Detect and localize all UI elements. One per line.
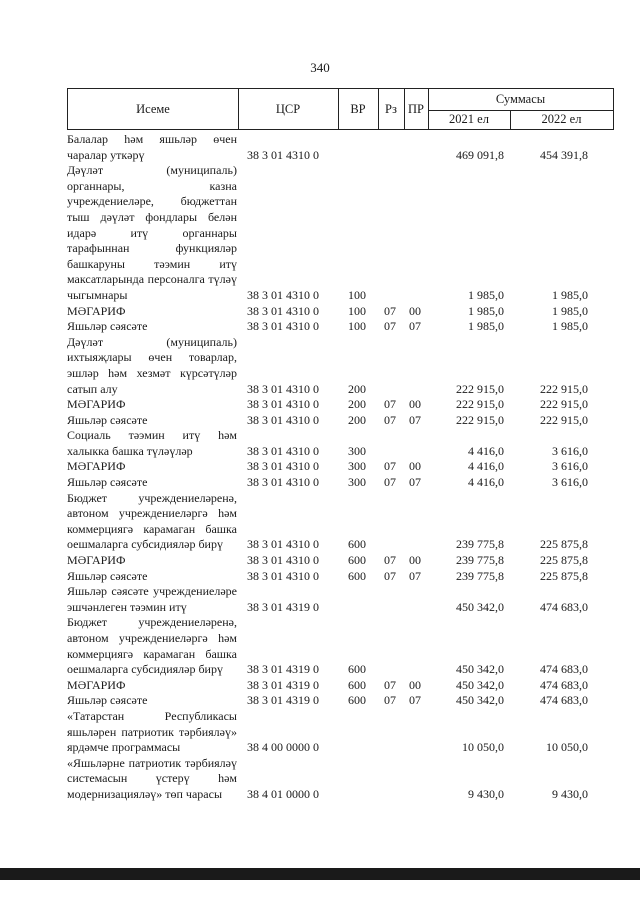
row-amount-2022: 222 915,0 (540, 381, 588, 396)
row-rz: 07 (384, 412, 396, 427)
row-pr: 00 (409, 459, 421, 474)
row-csr: 38 3 01 4310 0 (247, 303, 319, 318)
row-csr: 38 3 01 4310 0 (247, 319, 319, 334)
row-amount-2022: 222 915,0 (540, 397, 588, 412)
row-vr: 100 (348, 287, 366, 302)
row-name: Дәүләт (муниципаль) органнары, казна учреждениеләре, бюджеттан тыш дәүләт фондлары белән идарә итү органнары тарафыннан функцияләр башкаруны тәэмин итү максатларында персоналга түләү чыгымнары (67, 163, 237, 302)
row-vr: 200 (348, 381, 366, 396)
row-amount-2021: 1 985,0 (468, 287, 504, 302)
row-amount-2022: 3 616,0 (552, 475, 588, 490)
row-csr: 38 3 01 4310 0 (247, 147, 319, 162)
table-row (67, 304, 614, 320)
row-name: Балалар һәм яшьләр өчен чаралар уткәрү (67, 132, 237, 162)
row-vr: 600 (348, 553, 366, 568)
header-vr: ВР (350, 101, 366, 116)
row-csr: 38 3 01 4310 0 (247, 412, 319, 427)
row-csr: 38 3 01 4310 0 (247, 475, 319, 490)
row-vr: 100 (348, 319, 366, 334)
row-amount-2022: 474 683,0 (540, 599, 588, 614)
row-amount-2022: 225 875,8 (540, 568, 588, 583)
row-amount-2022: 454 391,8 (540, 147, 588, 162)
row-name: МӘГАРИФ (67, 553, 126, 568)
row-vr: 200 (348, 397, 366, 412)
row-pr: 07 (409, 568, 421, 583)
row-amount-2022: 474 683,0 (540, 693, 588, 708)
row-csr: 38 3 01 4310 0 (247, 568, 319, 583)
row-name: Яшьләр сәясәте (67, 475, 148, 490)
row-name: Яшьләр сәясәте (67, 693, 148, 708)
row-amount-2022: 225 875,8 (540, 553, 588, 568)
table-row (67, 678, 614, 694)
row-amount-2022: 474 683,0 (540, 662, 588, 677)
table-row (67, 693, 614, 709)
row-vr: 600 (348, 677, 366, 692)
row-name: МӘГАРИФ (67, 459, 126, 474)
table-body (67, 132, 614, 803)
row-csr: 38 3 01 4310 0 (247, 537, 319, 552)
header-sums: Суммасы (495, 92, 546, 106)
row-amount-2022: 225 875,8 (540, 537, 588, 552)
row-amount-2021: 450 342,0 (456, 662, 504, 677)
row-vr: 600 (348, 568, 366, 583)
table-row (67, 475, 614, 491)
table-row (67, 319, 614, 335)
row-amount-2021: 450 342,0 (456, 677, 504, 692)
row-amount-2021: 222 915,0 (456, 397, 504, 412)
row-amount-2022: 1 985,0 (552, 303, 588, 318)
table-row (67, 615, 614, 677)
row-name: Яшьләр сәясәте (67, 412, 148, 427)
row-name: Социаль тәэмин итү һәм халыкка башка түләүләр (67, 428, 237, 458)
row-amount-2021: 10 050,0 (462, 740, 504, 755)
table-row (67, 413, 614, 429)
header-year-2021: 2021 ел (449, 112, 489, 126)
row-amount-2021: 1 985,0 (468, 319, 504, 334)
row-amount-2021: 222 915,0 (456, 412, 504, 427)
row-amount-2022: 9 430,0 (552, 786, 588, 801)
row-vr: 600 (348, 537, 366, 552)
row-rz: 07 (384, 475, 396, 490)
row-vr: 600 (348, 693, 366, 708)
row-name: Бюджет учреждениеләренә, автоном учреждениеләргә һәм коммерциягә карамаган башка оешмаларга субсидияләр бирү (67, 490, 237, 552)
row-amount-2021: 239 775,8 (456, 553, 504, 568)
row-amount-2021: 4 416,0 (468, 443, 504, 458)
row-name: Бюджет учреждениеләренә, автоном учреждениеләргә һәм коммерциягә карамаган башка оешмаларга субсидияләр бирү (67, 615, 237, 677)
row-csr: 38 3 01 4310 0 (247, 287, 319, 302)
row-rz: 07 (384, 693, 396, 708)
row-amount-2021: 450 342,0 (456, 693, 504, 708)
table-row (67, 163, 614, 303)
row-name: «Татарстан Республикасы яшьләрен патриотик тәрбияләү» ярдәмче программасы (67, 708, 237, 755)
row-pr: 00 (409, 553, 421, 568)
row-vr: 300 (348, 459, 366, 474)
row-name: МӘГАРИФ (67, 677, 126, 692)
row-csr: 38 4 00 0000 0 (247, 740, 319, 755)
row-rz: 07 (384, 677, 396, 692)
row-csr: 38 3 01 4319 0 (247, 662, 319, 677)
table-row (67, 491, 614, 553)
table-row (67, 569, 614, 585)
row-csr: 38 3 01 4319 0 (247, 693, 319, 708)
row-csr: 38 3 01 4310 0 (247, 553, 319, 568)
page-edge-bar (0, 868, 640, 880)
row-name: Яшьләр сәясәте (67, 568, 148, 583)
header-name: Исеме (136, 101, 170, 116)
row-pr: 00 (409, 397, 421, 412)
header-year-2022: 2022 ел (541, 112, 582, 126)
row-vr: 600 (348, 662, 366, 677)
row-amount-2022: 1 985,0 (552, 319, 588, 334)
row-pr: 00 (409, 303, 421, 318)
row-csr: 38 3 01 4310 0 (247, 443, 319, 458)
table-row (67, 709, 614, 756)
row-amount-2021: 222 915,0 (456, 381, 504, 396)
row-amount-2021: 1 985,0 (468, 303, 504, 318)
row-amount-2021: 469 091,8 (456, 147, 504, 162)
table-row (67, 335, 614, 397)
row-name: Яшьләр сәясәте (67, 319, 148, 334)
header-rz: Рз (385, 101, 397, 116)
row-amount-2021: 450 342,0 (456, 599, 504, 614)
row-pr: 07 (409, 412, 421, 427)
row-rz: 07 (384, 553, 396, 568)
table-row (67, 132, 614, 163)
row-name: МӘГАРИФ (67, 303, 126, 318)
table-row (67, 459, 614, 475)
row-name: Яшьләр сәясәте учреждениеләре эшчәнлеген тәэмин итү (67, 584, 237, 614)
row-pr: 00 (409, 677, 421, 692)
table-row (67, 553, 614, 569)
table-header (67, 88, 614, 130)
row-amount-2022: 1 985,0 (552, 287, 588, 302)
row-csr: 38 3 01 4319 0 (247, 677, 319, 692)
table-row (67, 428, 614, 459)
row-vr: 300 (348, 443, 366, 458)
row-rz: 07 (384, 319, 396, 334)
row-rz: 07 (384, 397, 396, 412)
row-amount-2021: 4 416,0 (468, 459, 504, 474)
row-amount-2022: 3 616,0 (552, 443, 588, 458)
row-amount-2022: 474 683,0 (540, 677, 588, 692)
table-row (67, 584, 614, 615)
row-csr: 38 4 01 0000 0 (247, 786, 319, 801)
row-csr: 38 3 01 4319 0 (247, 599, 319, 614)
row-rz: 07 (384, 568, 396, 583)
row-name: МӘГАРИФ (67, 397, 126, 412)
row-amount-2021: 4 416,0 (468, 475, 504, 490)
row-rz: 07 (384, 303, 396, 318)
row-amount-2022: 222 915,0 (540, 412, 588, 427)
header-pr: ПР (408, 101, 424, 116)
row-name: «Яшьләрне патриотик тәрбияләү системасын үстерү һәм модернизацияләү» төп чарасы (67, 755, 237, 801)
row-rz: 07 (384, 459, 396, 474)
row-vr: 300 (348, 475, 366, 490)
row-amount-2021: 239 775,8 (456, 537, 504, 552)
row-name: Дәүләт (муниципаль) ихтыяҗлары өчен товарлар, эшләр һәм хезмәт күрсәтүләр сатып алу (67, 334, 237, 396)
row-pr: 07 (409, 319, 421, 334)
row-csr: 38 3 01 4310 0 (247, 459, 319, 474)
table-row (67, 397, 614, 413)
row-pr: 07 (409, 693, 421, 708)
row-csr: 38 3 01 4310 0 (247, 397, 319, 412)
row-csr: 38 3 01 4310 0 (247, 381, 319, 396)
row-amount-2022: 3 616,0 (552, 459, 588, 474)
page-number: 340 (310, 60, 330, 75)
row-vr: 200 (348, 412, 366, 427)
table-row (67, 756, 614, 803)
row-pr: 07 (409, 475, 421, 490)
row-vr: 100 (348, 303, 366, 318)
row-amount-2021: 239 775,8 (456, 568, 504, 583)
header-csr: ЦСР (275, 101, 301, 116)
row-amount-2022: 10 050,0 (546, 740, 588, 755)
row-amount-2021: 9 430,0 (468, 786, 504, 801)
